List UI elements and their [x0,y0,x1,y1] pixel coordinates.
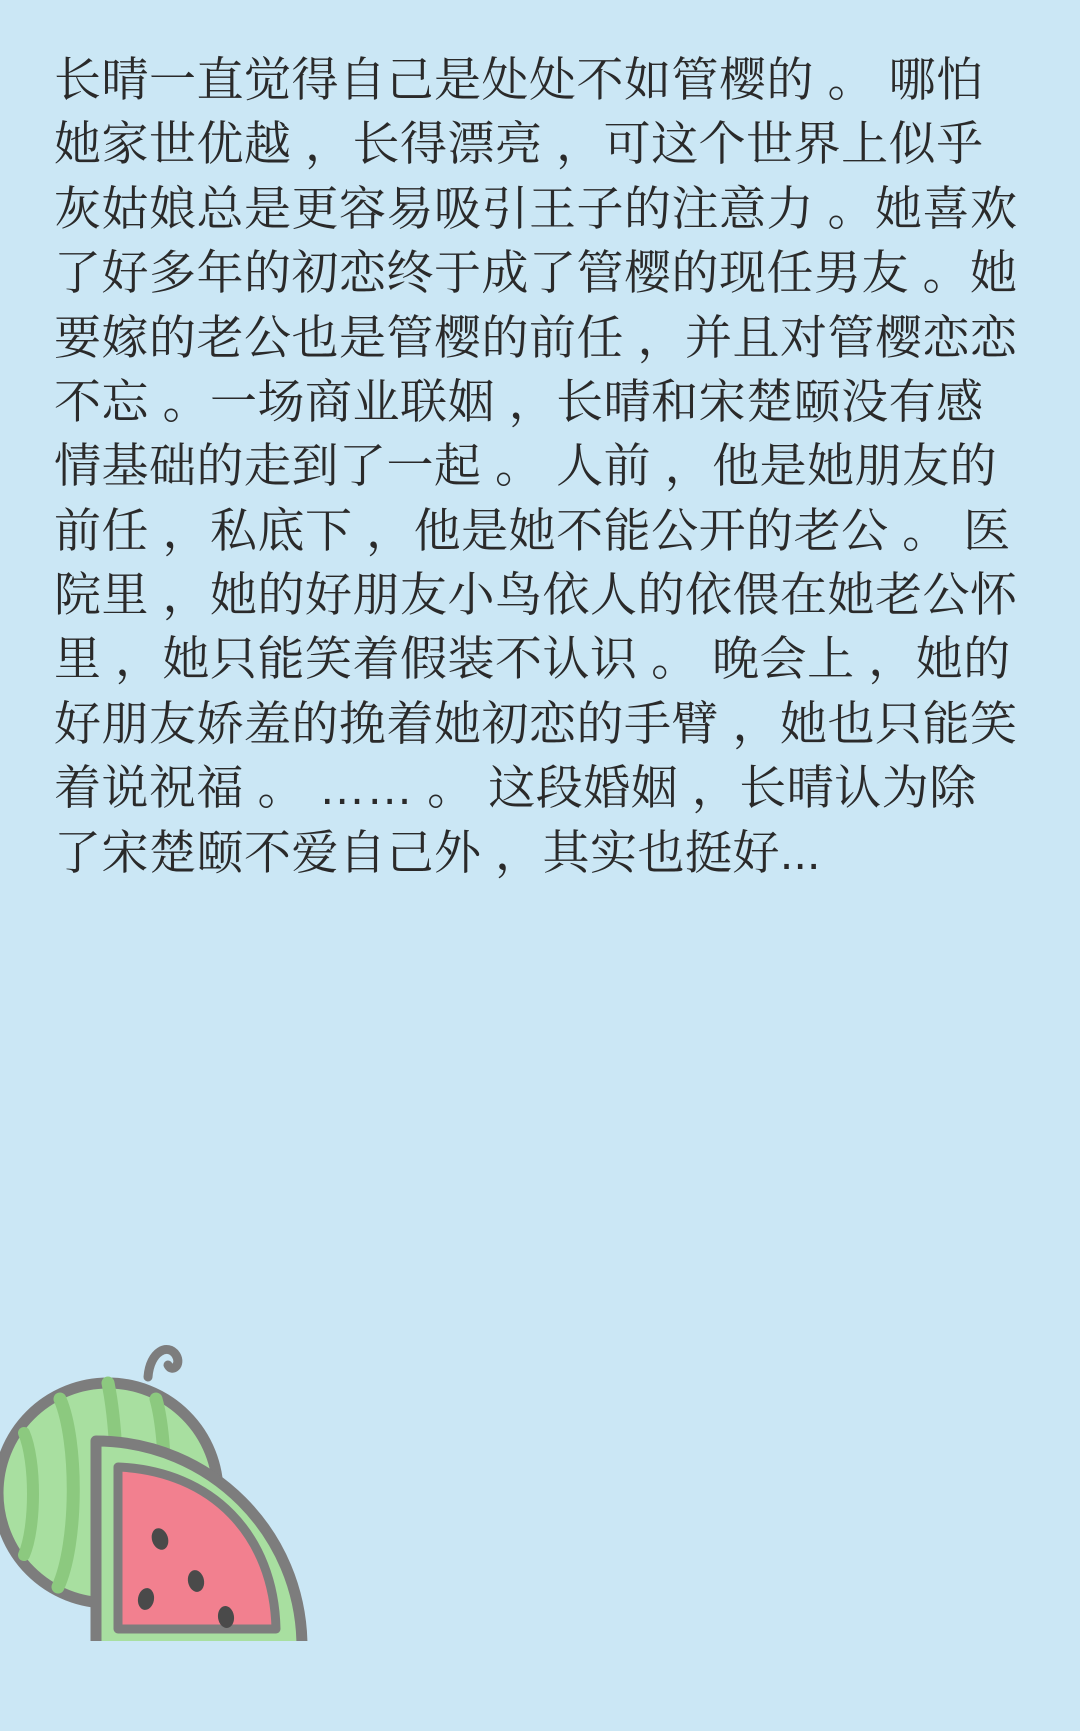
watermelon-illustration [0,1281,360,1641]
story-synopsis-text: 长晴一直觉得自己是处处不如管樱的 。 哪怕她家世优越 ，长得漂亮 ，可这个世界上似乎灰姑娘总是更容易吸引王子的注意力 。她喜欢了好多年的初恋终于成了管樱的现任男友 。她要嫁的老公也是管樱的前任 ，并且对管樱恋恋不忘 。一场商业联姻 ，长晴和宋楚颐没有感情基础的走到了一起 。 人前 ，他是她朋友的前任 ，私底下 ，他是她不能公开的老公 。 医院里 ，她的好朋友小鸟依人的依偎在她老公怀里 ，她只能笑着假装不认识 。 晚会上 ，她的好朋友娇羞的挽着她初恋的手臂 ，她也只能笑着说祝福 。 …… 。 这段婚姻 ，长晴认为除了宋楚颐不爱自己外 ，其实也挺好... [54,53,1018,879]
